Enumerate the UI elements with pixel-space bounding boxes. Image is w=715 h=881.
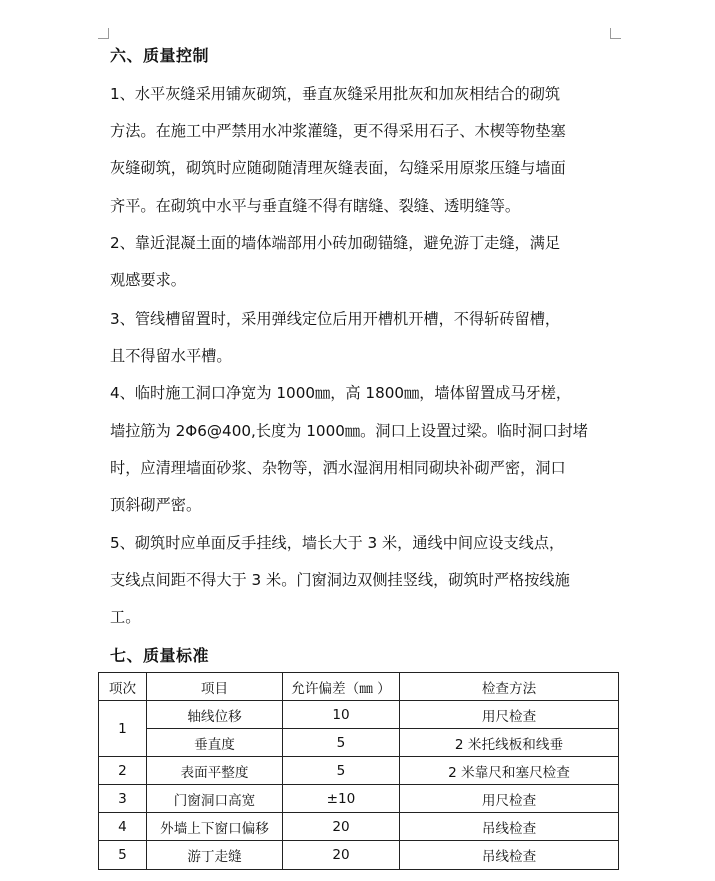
cell-method: 2 米托线板和线垂 xyxy=(400,729,619,757)
cell-tolerance: 10 xyxy=(283,701,400,729)
cell-method: 吊线检查 xyxy=(400,813,619,841)
cell-tolerance: ±10 xyxy=(283,785,400,813)
table-row xyxy=(99,757,619,785)
paragraph-line: 时，应清理墙面砂浆、杂物等，洒水湿润用相同砌块补砌严密，洞口 xyxy=(110,459,566,477)
table-header-row xyxy=(99,673,619,701)
margin-corner-mark-right xyxy=(610,28,621,39)
paragraph-line: 方法。在施工中严禁用水冲浆灌缝，更不得采用石子、木楔等物垫塞 xyxy=(110,122,566,140)
cell-tolerance: 20 xyxy=(283,813,400,841)
cell-item: 表面平整度 xyxy=(147,757,283,785)
cell-no: 2 xyxy=(99,757,147,785)
cell-item: 外墙上下窗口偏移 xyxy=(147,813,283,841)
section-6-heading: 六、质量控制 xyxy=(110,46,210,65)
cell-no: 1 xyxy=(99,701,147,757)
header-cell-tolerance: 允许偏差（㎜ ） xyxy=(283,673,400,701)
table-row xyxy=(99,841,619,870)
paragraph-line: 且不得留水平槽。 xyxy=(110,347,232,365)
cell-item: 轴线位移 xyxy=(147,701,283,729)
cell-item: 门窗洞口高宽 xyxy=(147,785,283,813)
header-cell-no: 项次 xyxy=(99,673,147,701)
cell-tolerance: 5 xyxy=(283,729,400,757)
paragraph-line: 墙拉筋为 2Φ6@400,长度为 1000㎜。洞口上设置过梁。临时洞口封堵 xyxy=(110,422,588,440)
header-cell-method: 检查方法 xyxy=(400,673,619,701)
cell-no: 5 xyxy=(99,841,147,870)
paragraph-line: 2、靠近混凝土面的墙体端部用小砖加砌锚缝，避免游丁走缝，满足 xyxy=(110,234,561,252)
cell-method: 2 米靠尺和塞尺检查 xyxy=(400,757,619,785)
paragraph-line: 4、临时施工洞口净宽为 1000㎜，高 1800㎜，墙体留置成马牙槎， xyxy=(110,384,572,402)
cell-method: 用尺检查 xyxy=(400,785,619,813)
cell-method: 吊线检查 xyxy=(400,841,619,870)
header-cell-item: 项目 xyxy=(147,673,283,701)
paragraph-line: 观感要求。 xyxy=(110,271,186,289)
quality-standard-table xyxy=(98,672,619,870)
cell-tolerance: 20 xyxy=(283,841,400,870)
paragraph-line: 5、砌筑时应单面反手挂线，墙长大于 3 米，通线中间应设支线点， xyxy=(110,534,565,552)
paragraph-line: 顶斜砌严密。 xyxy=(110,496,202,514)
table-row xyxy=(99,813,619,841)
section-7-heading: 七、质量标准 xyxy=(110,646,210,665)
margin-corner-mark-left xyxy=(98,28,109,39)
cell-method: 用尺检查 xyxy=(400,701,619,729)
paragraph-line: 齐平。在砌筑中水平与垂直缝不得有瞎缝、裂缝、透明缝等。 xyxy=(110,197,521,215)
paragraph-line: 1、水平灰缝采用铺灰砌筑，垂直灰缝采用批灰和加灰相结合的砌筑 xyxy=(110,85,561,103)
paragraph-line: 3、管线槽留置时，采用弹线定位后用开槽机开槽，不得斩砖留槽， xyxy=(110,310,561,328)
paragraph-line: 工。 xyxy=(110,608,141,626)
cell-item: 游丁走缝 xyxy=(147,841,283,870)
cell-no: 4 xyxy=(99,813,147,841)
table-row xyxy=(99,701,619,729)
table-row xyxy=(99,785,619,813)
table-row xyxy=(99,729,619,757)
cell-no: 3 xyxy=(99,785,147,813)
paragraph-line: 支线点间距不得大于 3 米。门窗洞边双侧挂竖线，砌筑时严格按线施 xyxy=(110,571,570,589)
cell-item: 垂直度 xyxy=(147,729,283,757)
paragraph-line: 灰缝砌筑，砌筑时应随砌随清理灰缝表面，勾缝采用原浆压缝与墙面 xyxy=(110,159,566,177)
cell-tolerance: 5 xyxy=(283,757,400,785)
